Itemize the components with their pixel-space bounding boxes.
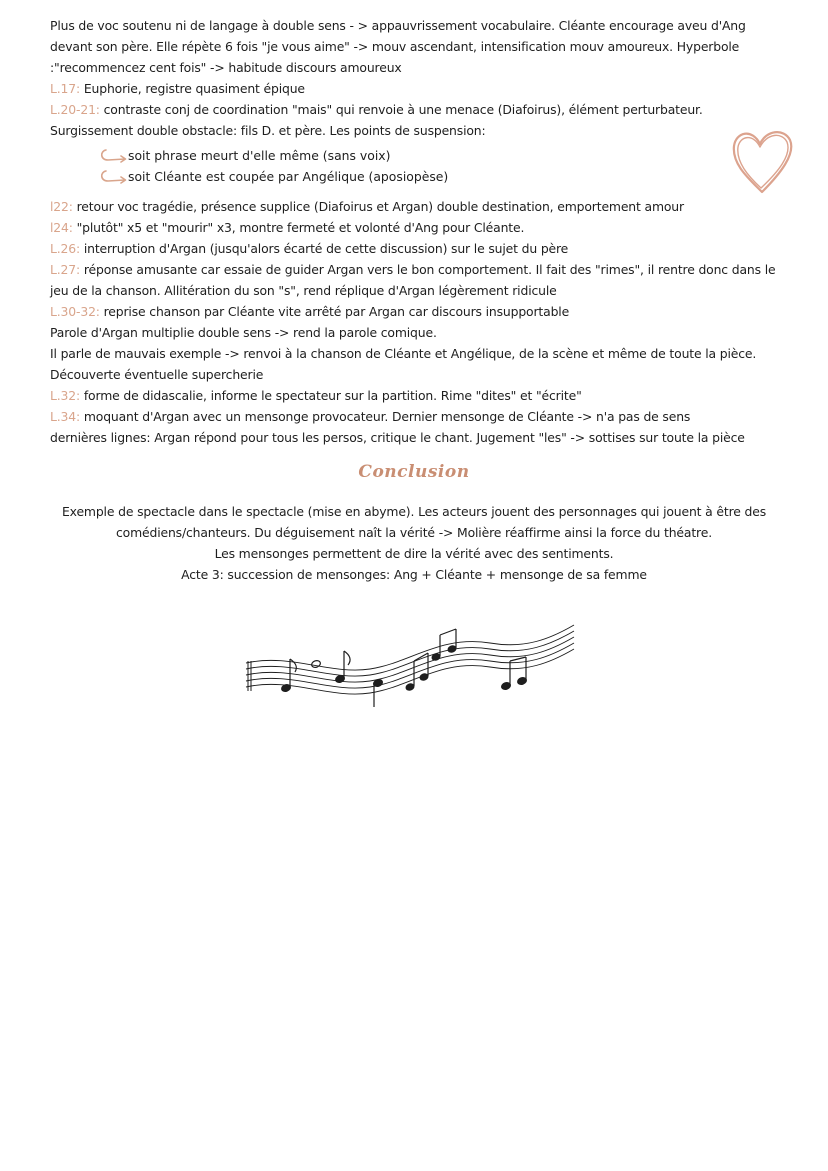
line-ref: L.20-21: (50, 102, 100, 117)
note-l17 (50, 79, 305, 99)
conclusion-line: Exemple de spectacle dans le spectacle (mise en abyme). Les acteurs jouent des personnages qui jouent à être des (61, 504, 767, 519)
curved-arrow-icon (100, 169, 128, 185)
paragraph-line: Il parle de mauvais exemple -> renvoi à la chanson de Cléante et Angélique, de la scène et même de toute la pièce. (50, 346, 757, 361)
arrow-item (102, 167, 448, 187)
note-l22 (50, 197, 684, 217)
line-ref: L.30-32: (50, 304, 100, 319)
line-ref: L.32: (50, 388, 81, 403)
paragraph-line: Plus de voc soutenu ni de langage à double sens - > appauvrissement vocabulaire. Cléante encourage aveu d'Ang (50, 18, 746, 33)
note-text: moquant d'Argan avec un mensonge provocateur. Dernier mensonge de Cléante -> n'a pas de sens (83, 409, 691, 424)
paragraph-line: dernières lignes: Argan répond pour tous les persos, critique le chant. Jugement "les" -> sottises sur toute la pièce (50, 430, 745, 445)
note-l30 (50, 302, 569, 322)
note-text: réponse amusante car essaie de guider Argan vers le bon comportement. Il fait des "rimes", il rentre donc dans le (83, 262, 776, 277)
note-text: "plutôt" x5 et "mourir" x3, montre fermeté et volonté d'Ang pour Cléante. (76, 220, 525, 235)
conclusion-line: Acte 3: succession de mensonges: Ang + Cléante + mensonge de sa femme (181, 567, 647, 582)
note-l32 (50, 386, 582, 406)
note-text: retour voc tragédie, présence supplice (Diafoirus et Argan) double destination, emportement amour (76, 199, 684, 214)
note-text: interruption d'Argan (jusqu'alors écarté de cette discussion) sur le sujet du père (83, 241, 569, 256)
arrow-text: soit Cléante est coupée par Angélique (aposiopèse) (128, 169, 449, 184)
note-l27 (50, 260, 775, 280)
note-text: contraste conj de coordination "mais" qui renvoie à une menace (Diafoirus), élément perturbateur. (103, 102, 703, 117)
conclusion-line: Les mensonges permettent de dire la vérité avec des sentiments. (214, 546, 614, 561)
note-l26 (50, 239, 568, 259)
paragraph-line: devant son père. Elle répète 6 fois "je vous aime" -> mouv ascendant, intensification mouv amoureux. Hyperbole (50, 39, 740, 54)
note-text: forme de didascalie, informe le spectateur sur la partition. Rime "dites" et "écrite" (83, 388, 582, 403)
line-ref: l22: (50, 199, 73, 214)
paragraph-line: jeu de la chanson. Allitération du son "s", rend réplique d'Argan légèrement ridicule (50, 283, 557, 298)
conclusion-line: comédiens/chanteurs. Du déguisement naît la vérité -> Molière réaffirme ainsi la force du théatre. (116, 525, 712, 540)
curved-arrow-icon (100, 148, 128, 164)
heart-doodle-icon (726, 122, 798, 198)
paragraph-line: Découverte éventuelle supercherie (50, 367, 264, 382)
note-text: reprise chanson par Cléante vite arrêté par Argan car discours insupportable (103, 304, 570, 319)
line-ref: l24: (50, 220, 73, 235)
arrow-item (102, 146, 390, 166)
paragraph-line: Parole d'Argan multiplie double sens -> rend la parole comique. (50, 325, 437, 340)
conclusion-heading: Conclusion (358, 462, 470, 482)
music-staff-wave-icon (240, 617, 580, 722)
line-ref: L.26: (50, 241, 81, 256)
line-ref: L.17: (50, 81, 81, 96)
paragraph-line: :"recommencez cent fois" -> habitude discours amoureux (50, 60, 402, 75)
line-ref: L.27: (50, 262, 81, 277)
note-l34 (50, 407, 690, 427)
line-ref: L.34: (50, 409, 81, 424)
paragraph-line: Surgissement double obstacle: fils D. et père. Les points de suspension: (50, 123, 486, 138)
note-text: Euphorie, registre quasiment épique (83, 81, 305, 96)
note-l24 (50, 218, 524, 238)
note-l20 (50, 100, 703, 120)
arrow-text: soit phrase meurt d'elle même (sans voix) (128, 148, 391, 163)
